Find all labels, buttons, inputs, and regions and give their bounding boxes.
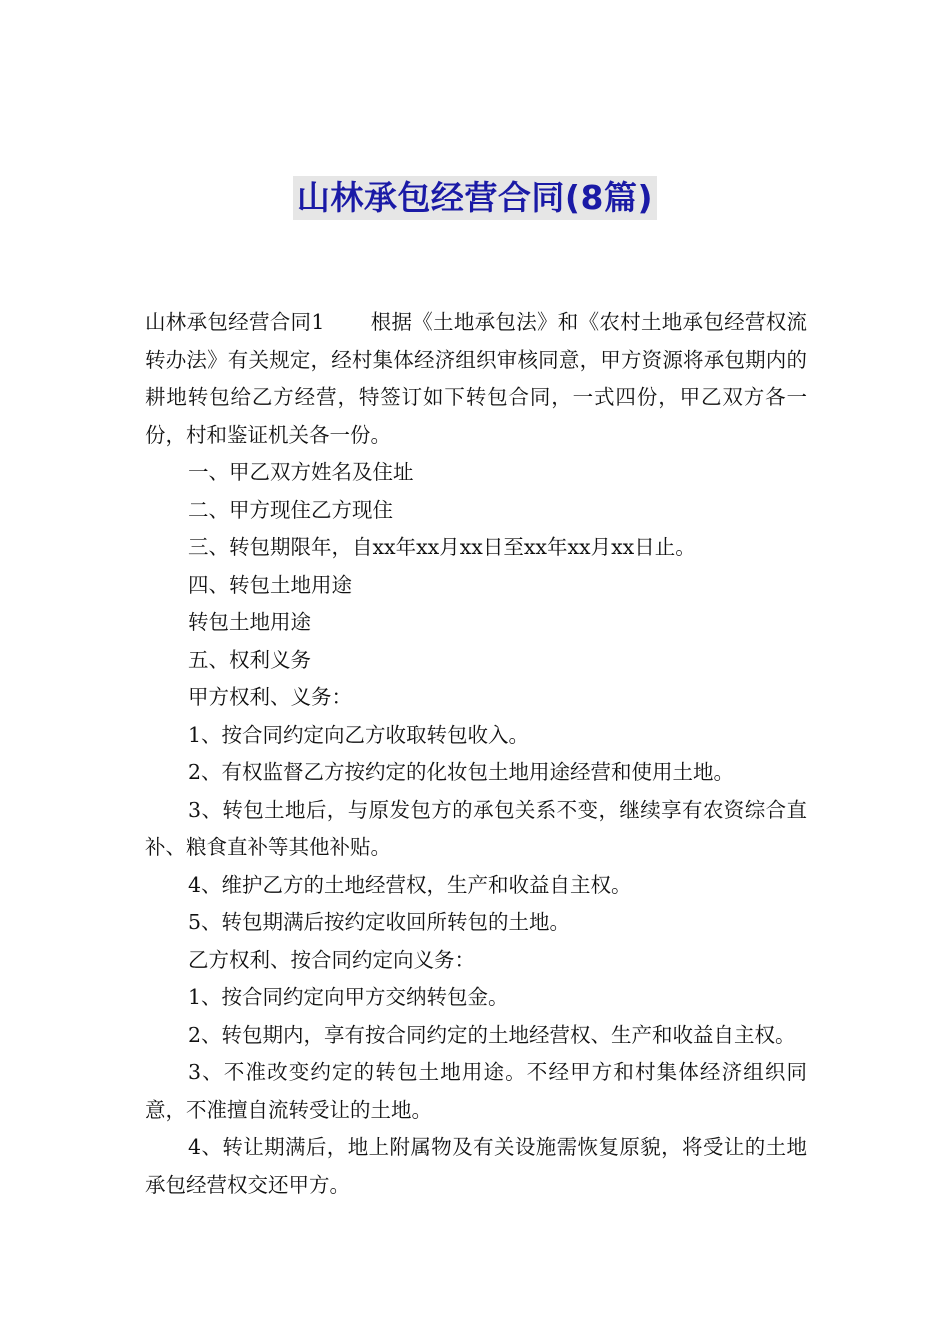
intro-text: 根据《土地承包法》和《农村土地承包经营权流转办法》有关规定，经村集体经济组织审核同意，甲方资源将承包期内的耕地转包给乙方经营，特签订如下转包合同，一式四份，甲乙双方各一份，村和鉴证机关各一份。 (145, 310, 807, 447)
paragraph-14: 1、按合同约定向甲方交纳转包金。 (188, 985, 509, 1009)
document-title: 山林承包经营合同(8篇) (293, 176, 657, 220)
paragraph-10: 3、转包土地后，与原发包方的承包关系不变，继续享有农资综合直补、粮食直补等其他补贴。 (145, 797, 807, 859)
paragraph-5: 转包土地用途 (188, 610, 311, 634)
paragraph-2: 二、甲方现住乙方现住 (188, 497, 393, 522)
document-body (145, 304, 807, 1204)
paragraph-6: 五、权利义务 (188, 647, 311, 672)
paragraph-4: 四、转包土地用途 (188, 572, 352, 597)
paragraph-13: 乙方权利、按合同约定向义务： (188, 947, 475, 972)
intro-paragraph (145, 304, 807, 454)
paragraph-7: 甲方权利、义务： (188, 685, 352, 709)
paragraph-16: 3、不准改变约定的转包土地用途。不经甲方和村集体经济组织同意，不准擅自流转受让的土地。 (145, 1060, 807, 1122)
paragraph-15: 2、转包期内，享有按合同约定的土地经营权、生产和收益自主权。 (188, 1022, 796, 1047)
paragraph-17: 4、转让期满后，地上附属物及有关设施需恢复原貌，将受让的土地承包经营权交还甲方。 (145, 1135, 807, 1197)
paragraph-8: 1、按合同约定向乙方收取转包收入。 (188, 722, 530, 747)
paragraph-9: 2、有权监督乙方按约定的化妆包土地用途经营和使用土地。 (188, 760, 735, 784)
paragraph-3: 三、转包期限年，自xx年xx月xx日至xx年xx月xx日止。 (188, 535, 696, 559)
title-container (0, 176, 950, 220)
intro-heading: 山林承包经营合同1 (145, 310, 325, 334)
paragraph-12: 5、转包期满后按约定收回所转包的土地。 (188, 910, 571, 934)
paragraph-11: 4、维护乙方的土地经营权，生产和收益自主权。 (188, 872, 632, 897)
paragraph-1: 一、甲乙双方姓名及住址 (188, 460, 414, 484)
